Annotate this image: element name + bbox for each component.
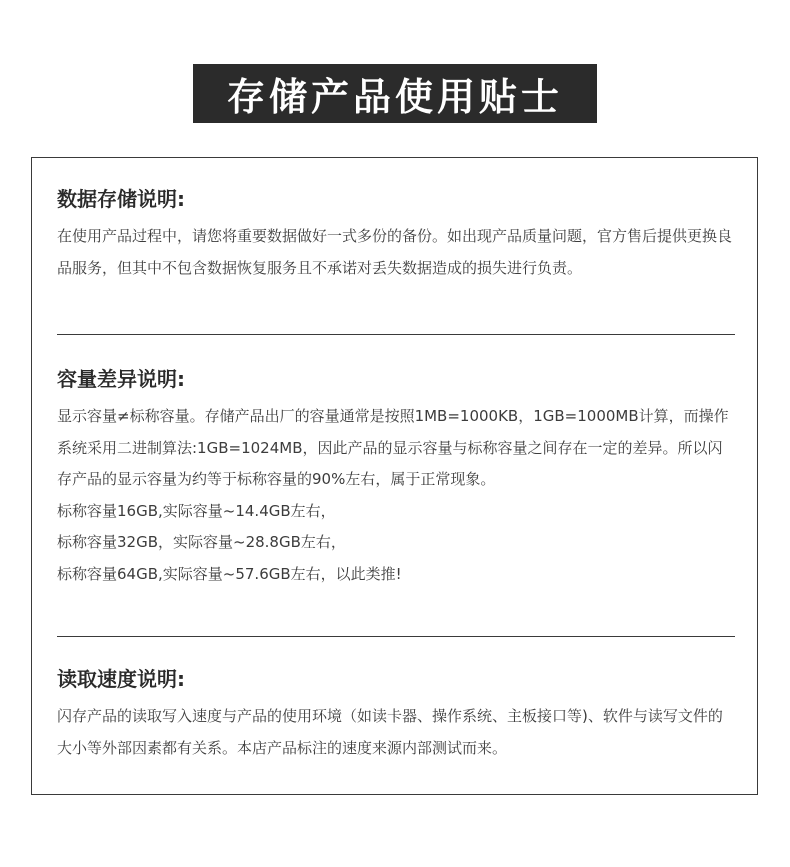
section-body-read-speed [57,701,737,764]
section-data-storage [57,184,737,284]
paragraph: 在使用产品过程中，请您将重要数据做好一式多份的备份。如出现产品质量问题，官方售后提供更换良品服务，但其中不包含数据恢复服务且不承诺对丢失数据造成的损失进行负责。 [57,227,733,277]
section-body-data-storage [57,221,737,284]
tips-panel [31,157,758,795]
paragraph: 标称容量64GB,实际容量~57.6GB左右，以此类推! [57,564,402,583]
section-divider [57,334,735,335]
paragraph: 显示容量≠标称容量。存储产品出厂的容量通常是按照1MB=1000KB，1GB=1000MB计算，而操作系统采用二进制算法:1GB=1024MB，因此产品的显示容量与标称容量之间存在一定的差异。所以闪存产品的显示容量为约等于标称容量的90%左右，属于正常现象。 [57,407,729,488]
paragraph: 标称容量16GB,实际容量~14.4GB左右， [57,501,336,520]
paragraph: 标称容量32GB，实际容量~28.8GB左右， [57,533,346,551]
paragraph: 闪存产品的读取写入速度与产品的使用环境（如读卡器、操作系统、主板接口等)、软件与读写文件的大小等外部因素都有关系。本店产品标注的速度来源内部测试而来。 [57,707,723,757]
section-read-speed [57,664,737,764]
section-capacity [57,364,737,590]
section-title-read-speed: 读取速度说明: [57,667,185,691]
section-title-capacity: 容量差异说明: [57,367,185,391]
section-divider [57,636,735,637]
section-body-capacity [57,401,737,590]
page-banner-title: 存储产品使用贴士 [193,64,597,123]
section-title-data-storage: 数据存储说明: [57,187,185,211]
